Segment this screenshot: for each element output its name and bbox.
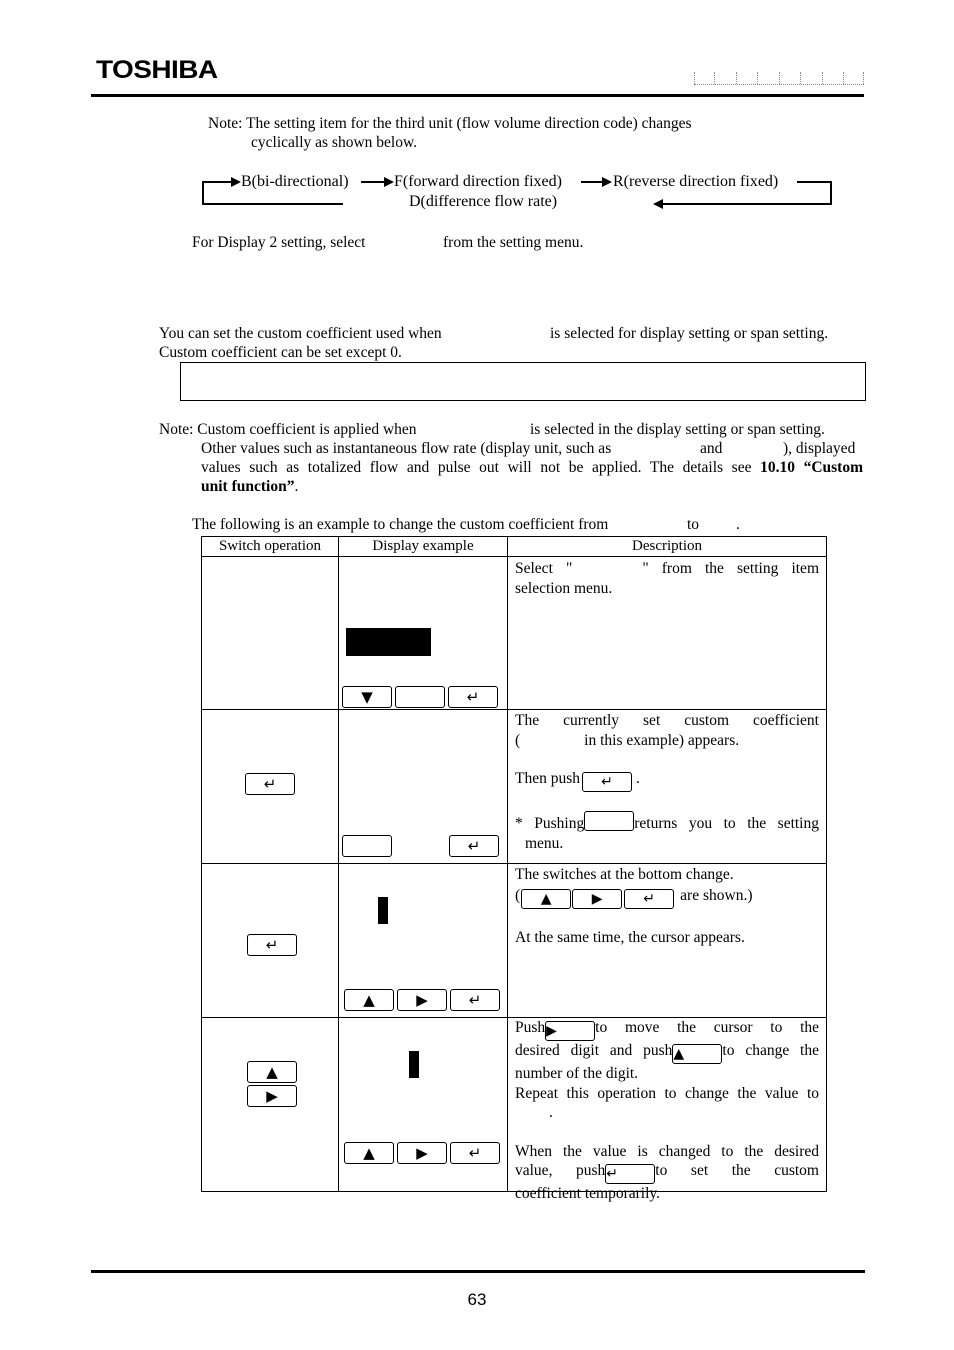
row4-desc-line4: Repeat this operation to change the value to [515, 1084, 819, 1102]
right-key[interactable] [397, 989, 447, 1011]
row2-desc-b: in this example) appears. [584, 731, 740, 749]
enter-icon: ↵ [263, 775, 277, 793]
right-key[interactable] [545, 1021, 595, 1041]
note2-line1-a: Note: Custom coefficient is applied when [159, 421, 417, 438]
row4-desc-line5: . [549, 1104, 553, 1121]
operation-table [201, 536, 827, 1202]
table-row [202, 557, 827, 710]
document-number-placeholder [694, 70, 864, 85]
display2-text-a: For Display 2 setting, select [192, 234, 366, 251]
row4-desc-line7 [515, 1161, 819, 1184]
row4-move: to move the cursor to the [595, 1019, 819, 1036]
enter-icon: ↵ [601, 774, 613, 790]
custom-intro-line2: Custom coefficient can be set except 0. [159, 344, 402, 361]
row2-pushing-b: returns you to the setting [634, 815, 819, 832]
row2-menu: menu. [525, 834, 564, 852]
row4-desc-line2 [515, 1041, 819, 1064]
highlighted-menu-item [346, 628, 431, 656]
enter-icon: ↵ [643, 890, 656, 907]
note2-line3 [201, 459, 863, 477]
note2-line2-a: Other values such as instantaneous flow rate (display unit, such as [201, 440, 612, 457]
row2-push-end: . [636, 770, 640, 787]
row2-desc-line1: The currently set custom coefficient [515, 712, 819, 729]
row4-desired: desired digit and push [515, 1042, 673, 1059]
header-display-example: Display example [339, 537, 508, 557]
row2-pushing [515, 811, 819, 834]
enter-key[interactable] [448, 686, 498, 708]
cursor [409, 1051, 419, 1078]
row2-push-text: Then push [515, 770, 581, 787]
up-arrow-icon: ▲ [363, 1144, 375, 1162]
header-rule [91, 94, 864, 97]
switch-cell [202, 864, 339, 1018]
description-cell [508, 557, 827, 710]
blank-key[interactable] [584, 811, 634, 831]
enter-key[interactable] [245, 773, 295, 795]
display2-text-b: from the setting menu. [443, 234, 584, 251]
enter-key[interactable] [624, 889, 674, 909]
cycle-r-label: R(reverse direction fixed) [613, 173, 779, 190]
up-key[interactable] [344, 1142, 394, 1164]
row2-pushing-a: * Pushing [515, 815, 585, 832]
description-cell [508, 710, 827, 864]
note2-line2-b: and [700, 440, 723, 457]
display-cell [339, 1018, 508, 1192]
row4-desc-line8: coefficient temporarily. [515, 1185, 661, 1202]
enter-icon: ↵ [468, 991, 482, 1009]
up-key[interactable] [344, 989, 394, 1011]
header-description: Description [508, 537, 827, 557]
switch-cell [202, 710, 339, 864]
down-key[interactable] [342, 686, 392, 708]
cycle-d-label: D(difference flow rate) [409, 193, 558, 210]
enter-key[interactable] [582, 772, 632, 792]
up-arrow-icon: ▲ [540, 890, 552, 907]
enter-key[interactable] [450, 1142, 500, 1164]
description-cell [508, 1018, 827, 1202]
cursor [378, 897, 388, 924]
row4-desc-line1 [515, 1018, 819, 1041]
blank-key[interactable] [395, 686, 445, 708]
up-arrow-icon: ▲ [673, 1046, 685, 1062]
right-key[interactable] [247, 1085, 297, 1107]
example-text-a: The following is an example to change the custom coefficient from [192, 516, 609, 533]
enter-key[interactable] [449, 835, 499, 857]
right-arrow-icon: ▶ [416, 1144, 428, 1162]
note2-line1-b: is selected in the display setting or span setting. [530, 421, 825, 438]
up-key[interactable] [247, 1061, 297, 1083]
enter-icon: ↵ [265, 936, 279, 954]
row1-desc-line2: selection menu. [515, 579, 613, 597]
row1-desc-line1 [515, 559, 819, 579]
row4-desc-line6: When the value is changed to the desired [515, 1142, 819, 1160]
example-text-c: . [736, 516, 740, 533]
custom-intro-a: You can set the custom coefficient used when [159, 325, 442, 342]
note2-line4 [201, 478, 298, 496]
table-row [202, 710, 827, 864]
cycle-f-label: F(forward direction fixed) [394, 173, 562, 190]
toshiba-logo: TOSHIBA [96, 56, 218, 84]
right-key[interactable] [572, 889, 622, 909]
row2-paren: ( [515, 731, 521, 749]
up-arrow-icon: ▲ [266, 1063, 278, 1081]
down-arrow-icon: ▼ [361, 688, 373, 706]
switch-cell [202, 557, 339, 710]
right-arrow-icon: ▶ [266, 1087, 278, 1105]
enter-key[interactable] [605, 1164, 655, 1184]
note2-line3-bold: 10.10 “Custom [760, 459, 863, 476]
row4-value-push: value, push [515, 1162, 606, 1179]
note2-line4-end: . [294, 478, 299, 495]
table-row [202, 864, 827, 1018]
note2-line3-text: values such as totalized flow and pulse out will not be applied. The details see [201, 459, 752, 476]
row1-desc-a: Select " [515, 560, 573, 577]
row3-paren: ( [515, 886, 521, 904]
row3-desc-line1: The switches at the bottom change. [515, 866, 734, 883]
row4-push: Push [515, 1019, 546, 1036]
right-arrow-icon: ▶ [591, 890, 603, 907]
up-arrow-icon: ▲ [363, 991, 375, 1009]
row1-desc-b: " from the setting item [642, 560, 819, 577]
row3-desc-line3: At the same time, the cursor appears. [515, 928, 745, 946]
row3-shown: are shown.) [680, 886, 753, 904]
description-cell [508, 864, 827, 1018]
header-switch-operation: Switch operation [202, 537, 339, 557]
footer-rule [91, 1270, 865, 1273]
enter-icon: ↵ [606, 1166, 619, 1182]
table-row [202, 1018, 827, 1192]
custom-intro-b: is selected for display setting or span setting. [550, 325, 829, 342]
row4-desc-line3: number of the digit. [515, 1065, 639, 1082]
right-arrow-icon: ▶ [416, 991, 428, 1009]
enter-icon: ↵ [467, 837, 481, 855]
row3-desc-line2 [515, 886, 819, 909]
note2-line2-c: ), displayed [783, 440, 856, 457]
up-key[interactable] [672, 1044, 722, 1064]
note2-line4-bold: unit function” [201, 478, 295, 495]
right-arrow-icon: ▶ [546, 1023, 557, 1039]
row4-change: to change the [722, 1042, 819, 1059]
example-text-b: to [687, 516, 700, 533]
display-cell [339, 557, 508, 710]
display-cell [339, 864, 508, 1018]
enter-icon: ↵ [468, 1144, 482, 1162]
row2-then-push [515, 769, 819, 792]
note1-line1: Note: The setting item for the third unit (flow volume direction code) changes [208, 115, 692, 132]
enter-key[interactable] [450, 989, 500, 1011]
blank-key[interactable] [342, 835, 392, 857]
switch-cell [202, 1018, 339, 1192]
display-cell [339, 710, 508, 864]
cycle-b-label: B(bi-directional) [241, 173, 349, 190]
row4-set-custom: to set the custom [655, 1162, 819, 1179]
section-heading-box [180, 362, 866, 401]
page-number: 63 [467, 1290, 487, 1309]
up-key[interactable] [521, 889, 571, 909]
right-key[interactable] [397, 1142, 447, 1164]
row2-desc-line2 [515, 731, 819, 751]
note1-line2: cyclically as shown below. [251, 134, 418, 151]
enter-key[interactable] [247, 934, 297, 956]
enter-icon: ↵ [466, 688, 480, 706]
